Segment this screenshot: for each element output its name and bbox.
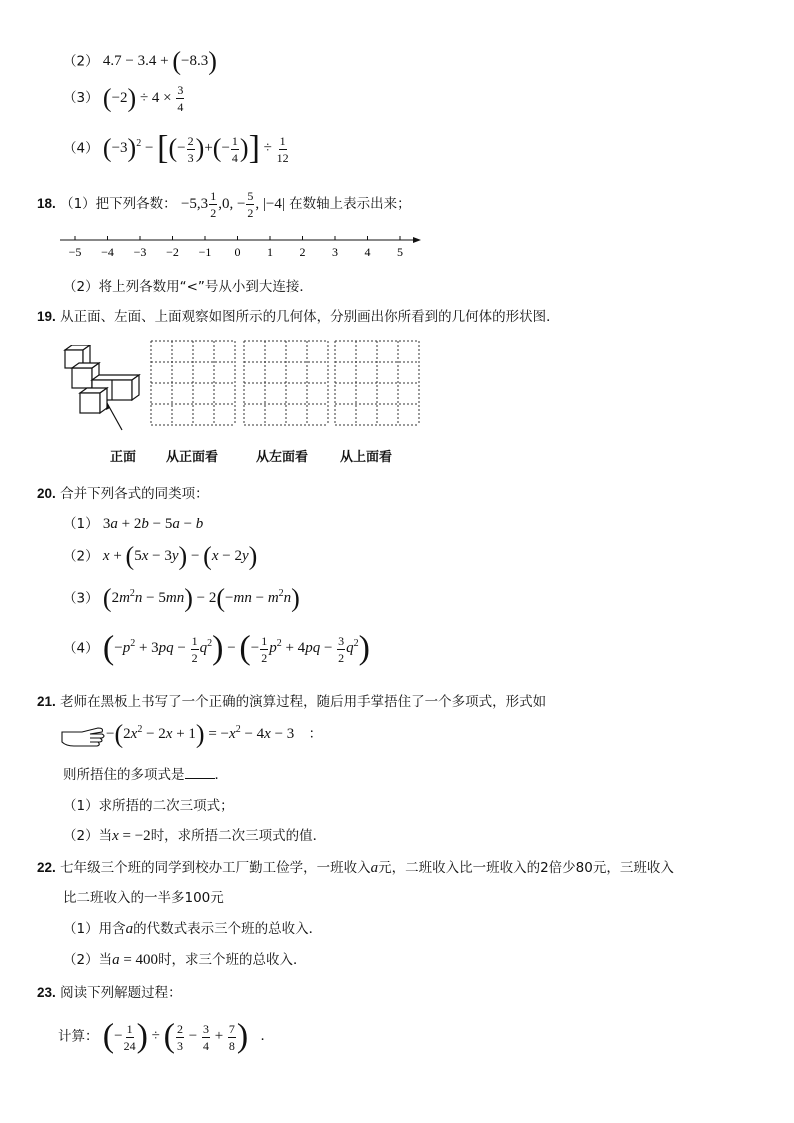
number-line-tick-label: 2 [299, 245, 306, 259]
number-line-tick-label: −3 [133, 245, 147, 259]
q22-p2-cond: a = 400 [112, 952, 159, 968]
q18-part2: （2）将上列各数用“<”号从小到大连接． [63, 279, 313, 295]
q23-number: 23. [37, 985, 56, 1000]
q22-p1-b: 的代数式表示三个班的总收入． [133, 921, 323, 937]
q21-text: 老师在黑板上书写了一个正确的演算过程，随后用手掌捂住了一个多项式，形式如 [60, 694, 547, 710]
q17-p3-expr: (−2) ÷ 4 × $\frac{3}{4}$ [102, 83, 184, 114]
q21-equation [106, 722, 322, 748]
number-line-tick-label: 0 [234, 245, 241, 259]
label-front-view: 从正面看 [166, 450, 219, 465]
q21-line2 [63, 763, 228, 783]
q21-p2-b: 时，求所捂二次三项式的值． [150, 828, 327, 844]
q20-p4-expr: ($-p^2 + 3pq$ − $\frac{1}{2}$ $q^2$) − (− $\frac{1}{2}$ $p^2 + 4pq$ − $\frac{3}{2}$ $q^2$) [102, 630, 370, 667]
number-line-tick-label: 1 [267, 245, 273, 259]
label-front: 正面 [110, 450, 137, 465]
q20-part1 [63, 512, 203, 533]
q17-part2 [63, 49, 217, 75]
q18-p1-text-a: （1）把下列各数： [60, 195, 177, 212]
label-top-view: 从上面看 [340, 450, 393, 465]
q22-p1-var: a [125, 921, 134, 937]
q23-calc-expr: (− $\frac{1}{24}$ ) ÷ ( $\frac{2}{3}$ − $\frac{3}{4}$ + $\frac{7}{8}$ ) [102, 1018, 249, 1055]
q21-p2-cond: x = −2 [112, 828, 151, 844]
q22-line2: 比二班收入的一半多100元 [63, 890, 224, 906]
q17-p3-label: （3） [63, 89, 99, 106]
left-view-grid [243, 340, 329, 426]
q17-p2-expr: 4.7 − 3.4 + (−8.3) [102, 47, 217, 76]
q17-part4 [63, 132, 290, 166]
q17-part3 [63, 84, 185, 113]
q20-p3-label: （3） [63, 590, 99, 607]
q20-part4 [63, 632, 370, 666]
q19-text: 从正面、左面、上面观察如图所示的几何体，分别画出你所看到的几何体的形状图． [60, 309, 560, 325]
q18-numbers-list: −5,3 $\frac{1}{2}$ ,0, − $\frac{5}{2}$ , |−4| [180, 189, 285, 220]
top-view-grid [334, 340, 420, 426]
q22-var-a: a [370, 860, 379, 876]
q17-p4-label: （4） [63, 140, 99, 157]
q22-number: 22. [37, 860, 56, 875]
q22-p2-a: （2）当 [63, 952, 113, 968]
q20-p4-label: （4） [63, 640, 99, 657]
q21-part1: （1）求所捂的二次三项式； [63, 798, 234, 814]
q23-text: 阅读下列解题过程： [60, 985, 182, 1001]
number-line-tick-label: −2 [166, 245, 179, 259]
q22-text-a: 七年级三个班的同学到校办工厂勤工俭学，一班收入 [60, 860, 371, 876]
q17-p4-expr: $(-3)^2$ − [(− $\frac{2}{3}$ )+(− $\frac{1}{4}$ )] ÷ $\frac{1}{12}$ [102, 130, 289, 167]
hand-icon [60, 722, 106, 748]
q23-end: ． [260, 1028, 275, 1045]
q21-after-eq: ： [308, 726, 323, 743]
answer-blank[interactable] [185, 778, 215, 779]
q20-p3-expr: $(2m^2n - 5mn) - 2(-mn - m^2n)$ [102, 584, 300, 613]
number-line-tick-label: −1 [198, 245, 212, 259]
q22-text-b: 元，二班收入比一班收入的2倍少80元，三班收入 [378, 860, 674, 876]
label-left-view: 从左面看 [256, 450, 309, 465]
number-line [55, 228, 425, 260]
q21-line [37, 690, 546, 710]
q20-text: 合并下列各式的同类项： [60, 486, 209, 502]
q18-number: 18. [37, 195, 56, 211]
number-line-tick-label: 3 [332, 245, 338, 259]
q21-p2-a: （2）当 [63, 828, 113, 844]
q23-calc-label: 计算： [58, 1028, 99, 1045]
q20-number: 20. [37, 486, 56, 501]
q22-p2-b: 时，求三个班的总收入． [158, 952, 307, 968]
q17-p2-label: （2） [63, 53, 99, 70]
q20-line [37, 482, 209, 502]
q22-line1 [37, 856, 674, 877]
q23-line [37, 981, 182, 1001]
q19-line [37, 305, 560, 325]
q22-part1 [63, 917, 322, 938]
q20-p1-label: （1） [63, 516, 99, 532]
number-line-tick-label: −4 [101, 245, 114, 259]
q22-p1-a: （1）用含 [63, 921, 126, 937]
q21-text2-end: ． [214, 767, 228, 783]
q22-part2 [63, 948, 307, 969]
number-line-tick-label: 4 [364, 245, 371, 259]
front-view-grid [150, 340, 236, 426]
q20-p2-label: （2） [63, 548, 99, 565]
q21-eq-expr: $-(2x^2 - 2x + 1) = -x^2 - 4x - 3$ [106, 720, 295, 749]
q19-number: 19. [37, 309, 56, 324]
cube-figure [60, 345, 150, 435]
q23-calc [58, 1020, 274, 1054]
q20-p2-expr: x + (5x − 3y) − (x − 2y) [102, 542, 258, 571]
q21-text2: 则所捂住的多项式是 [63, 767, 185, 783]
q18-p1-text-b: 在数轴上表示出来； [289, 195, 411, 212]
q18-line1 [37, 190, 411, 219]
q21-part2 [63, 824, 326, 845]
q21-number: 21. [37, 694, 56, 709]
q20-part3 [63, 586, 300, 612]
q20-p1-expr: 3a + 2b − 5a − b [102, 516, 204, 532]
number-line-tick-label: 5 [397, 245, 403, 259]
q20-part2 [63, 544, 257, 570]
number-line-tick-label: −5 [68, 245, 82, 259]
